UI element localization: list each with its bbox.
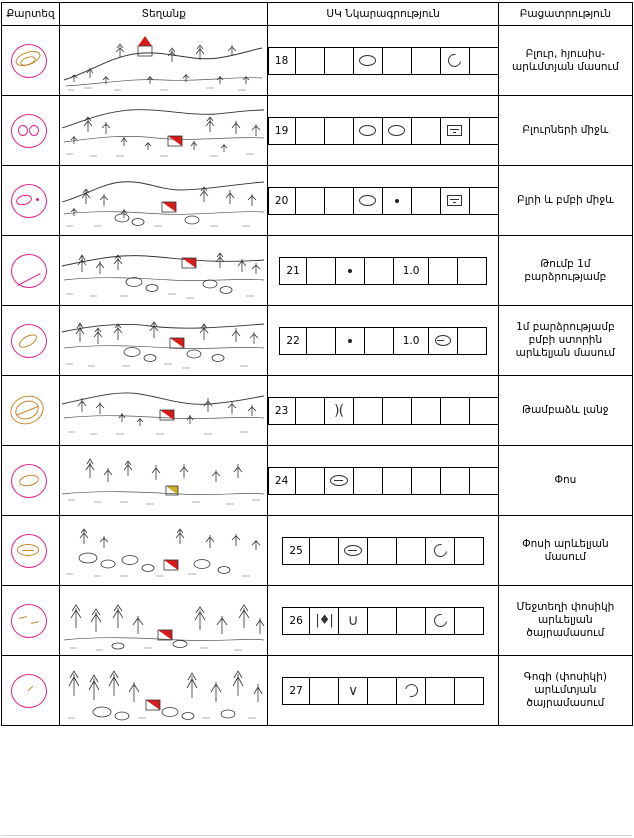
symbol-box-7 [470,48,498,74]
circle-icon [11,254,47,288]
knoll-dot-symbol [348,269,352,273]
control-description-strip [282,607,484,635]
table-row [2,516,633,586]
description-cell [498,376,632,446]
symbol-box-7 [470,468,498,494]
description-text: Բլուր, հյուսիս-արևմտյան մասում [512,47,619,73]
header-picture: Տեղանք [60,3,268,26]
east-edge-symbol [431,611,449,629]
symbol-box-6 [458,258,486,284]
symbol-box-1 [296,398,325,424]
symbol-box-4 [383,48,412,74]
symbol-box-1 [296,468,325,494]
terrain-sketch [60,658,266,724]
table-row [2,236,633,306]
legend-table [1,2,633,726]
table-row [2,656,633,726]
table-row [2,306,633,376]
table-row [2,376,633,446]
header-description: Բացատրություն [498,3,632,26]
terrain-sketch [60,98,266,164]
symbol-box-1 [310,678,339,704]
symbol-box-5 [412,48,441,74]
control-description-strip [282,677,484,705]
control-description-strip [279,257,487,285]
description-cell [498,306,632,376]
terrain-sketch [60,378,266,444]
description-cell [498,26,632,96]
picture-cell [60,96,268,166]
control-number: 23 [269,398,296,424]
symbol-cell [268,656,498,726]
picture-cell [60,306,268,376]
symbol-box-2 [339,678,368,704]
symbol-box-2 [325,48,354,74]
control-number: 20 [269,188,296,214]
symbol-box-5 [429,258,458,284]
control-description-strip [268,187,499,215]
description-cell [498,236,632,306]
header-terrain: Քարտեզ [2,3,60,26]
control-description-strip [268,397,499,425]
picture-cell [60,236,268,306]
description-cell [498,516,632,586]
description-text: Մեջտեղի փոսիկի արևելյան ծայրամասում [516,601,615,639]
symbol-cell [268,236,498,306]
northwest-part-symbol [446,51,464,69]
symbol-box-2 [339,608,368,634]
symbol-box-2 [325,398,354,424]
picture-cell [60,26,268,96]
description-cell [498,96,632,166]
symbol-box-2 [325,468,354,494]
symbol-box-2 [336,258,365,284]
control-number: 24 [269,468,296,494]
symbol-box-3 [368,608,397,634]
symbol-box-1 [296,118,325,144]
between-symbol [447,195,462,206]
terrain-sketch [60,168,266,234]
knoll-dot-icon [36,198,39,201]
symbol-box-5 [426,538,455,564]
symbol-box-4 [383,398,412,424]
terrain-cell [2,516,60,586]
symbol-box-1 [307,258,336,284]
symbol-box-3 [354,468,383,494]
symbol-box-5 [412,468,441,494]
terrain-sketch [60,588,266,654]
symbol-box-5 [426,608,455,634]
control-number: 21 [280,258,307,284]
symbol-box-2 [325,118,354,144]
symbol-cell [268,306,498,376]
table-row [2,586,633,656]
terrain-cell [2,656,60,726]
control-description-strip [279,327,487,355]
west-edge-symbol [402,682,420,700]
control-number: 27 [283,678,310,704]
symbol-box-3 [365,328,394,354]
symbol-box-2 [336,328,365,354]
terrain-cell [2,446,60,516]
depression-symbol: ∪ [347,611,359,629]
terrain-sketch [60,28,266,94]
contour-oval-symbol [359,195,376,206]
description-cell [498,656,632,726]
symbol-box-6 [455,678,483,704]
symbol-box-6 [455,608,483,634]
symbol-box-6 [441,118,470,144]
depression-symbol: ∨ [347,682,359,699]
symbol-box-5 [429,328,458,354]
description-cell [498,446,632,516]
picture-cell [60,586,268,656]
symbol-box-1 [310,538,339,564]
symbol-box-6 [441,48,470,74]
symbol-box-7 [470,398,498,424]
saddle-symbol: )( [334,402,344,419]
picture-cell [60,376,268,446]
symbol-box-1 [296,188,325,214]
symbol-cell [268,446,498,516]
symbol-box-4 [383,468,412,494]
contour-oval-symbol [359,125,376,136]
picture-cell [60,446,268,516]
contour-small-circle-2-icon [29,125,39,136]
between-symbol [447,125,462,136]
legend-sheet [0,2,634,838]
symbol-box-6 [441,398,470,424]
symbol-box-1 [310,608,339,634]
control-number: 19 [269,118,296,144]
terrain-sketch [60,448,266,514]
control-description-strip [268,117,499,145]
symbol-box-3 [368,678,397,704]
control-description-strip [268,47,499,75]
symbol-box-6 [441,188,470,214]
pit-symbol [330,475,348,486]
table-row [2,26,633,96]
symbol-box-5 [412,188,441,214]
control-number: 26 [283,608,310,634]
symbol-box-3 [354,398,383,424]
contour-oval-symbol [359,55,376,66]
symbol-box-5 [412,118,441,144]
middle-of-symbol: |♦| [315,613,333,628]
symbol-cell [268,96,498,166]
terrain-cell [2,376,60,446]
symbol-box-3 [368,538,397,564]
symbol-cell [268,26,498,96]
description-text: Բլրի և բմբի միջև [517,194,614,206]
pit-tick-icon [22,550,34,551]
symbol-cell [268,586,498,656]
terrain-cell [2,236,60,306]
knoll-dot-symbol [348,339,352,343]
symbol-box-1 [296,48,325,74]
symbol-box-4 [383,188,412,214]
description-text: Փոսի արևելյան մասում [522,537,609,563]
terrain-cell [2,586,60,656]
terrain-cell [2,306,60,376]
terrain-sketch [60,238,266,304]
description-text: Գոգի (փոսիկի) արևմտյան ծայրամասում [523,671,607,709]
picture-cell [60,516,268,586]
symbol-box-6 [441,468,470,494]
circle-icon [11,604,47,638]
symbol-cell [268,166,498,236]
terrain-sketch [60,308,266,374]
table-row [2,166,633,236]
symbol-cell [268,516,498,586]
description-text: 1մ բարձրությամբ բմբի ստորին արևելյան մասում [515,321,616,359]
symbol-box-7 [470,118,498,144]
east-part-symbol [431,541,449,559]
symbol-box-3 [354,48,383,74]
symbol-box-4 [383,118,412,144]
knoll-dot-symbol [395,199,399,203]
symbol-box-height: 1.0 [394,328,429,354]
terrain-cell [2,26,60,96]
symbol-box-3 [354,118,383,144]
symbol-box-6 [455,538,483,564]
symbol-box-5 [426,678,455,704]
control-description-strip [282,537,484,565]
terrain-cell [2,166,60,236]
header-symbol: ՍԿ Նկարագրություն [268,3,498,26]
pit-symbol [344,545,362,556]
table-row [2,96,633,166]
control-description-strip [268,467,499,495]
description-text: Բլուրների միջև [522,124,609,136]
description-text: Թամբաձև լանջ [522,404,609,416]
table-row [2,446,633,516]
symbol-box-2 [325,188,354,214]
description-cell [498,586,632,656]
description-text: Թումբ 1մ բարձրությամբ [524,257,607,283]
symbol-cell [268,376,498,446]
symbol-box-5 [412,398,441,424]
picture-cell [60,656,268,726]
description-text: Փոս [554,474,577,486]
picture-cell [60,166,268,236]
symbol-box-3 [365,258,394,284]
symbol-box-3 [354,188,383,214]
contour-small-circle-icon [18,125,28,136]
symbol-box-4 [397,538,426,564]
control-number: 22 [280,328,307,354]
symbol-box-4 [397,678,426,704]
contour-oval-symbol-2 [388,125,405,136]
symbol-box-7 [470,188,498,214]
terrain-sketch [60,518,266,584]
control-number: 18 [269,48,296,74]
symbol-box-6 [458,328,486,354]
control-number: 25 [283,538,310,564]
symbol-box-2 [339,538,368,564]
table-header-row [2,3,633,26]
symbol-box-1 [307,328,336,354]
description-cell [498,166,632,236]
symbol-box-height: 1.0 [394,258,429,284]
terrain-cell [2,96,60,166]
lower-east-part-symbol [435,335,451,346]
symbol-box-4 [397,608,426,634]
